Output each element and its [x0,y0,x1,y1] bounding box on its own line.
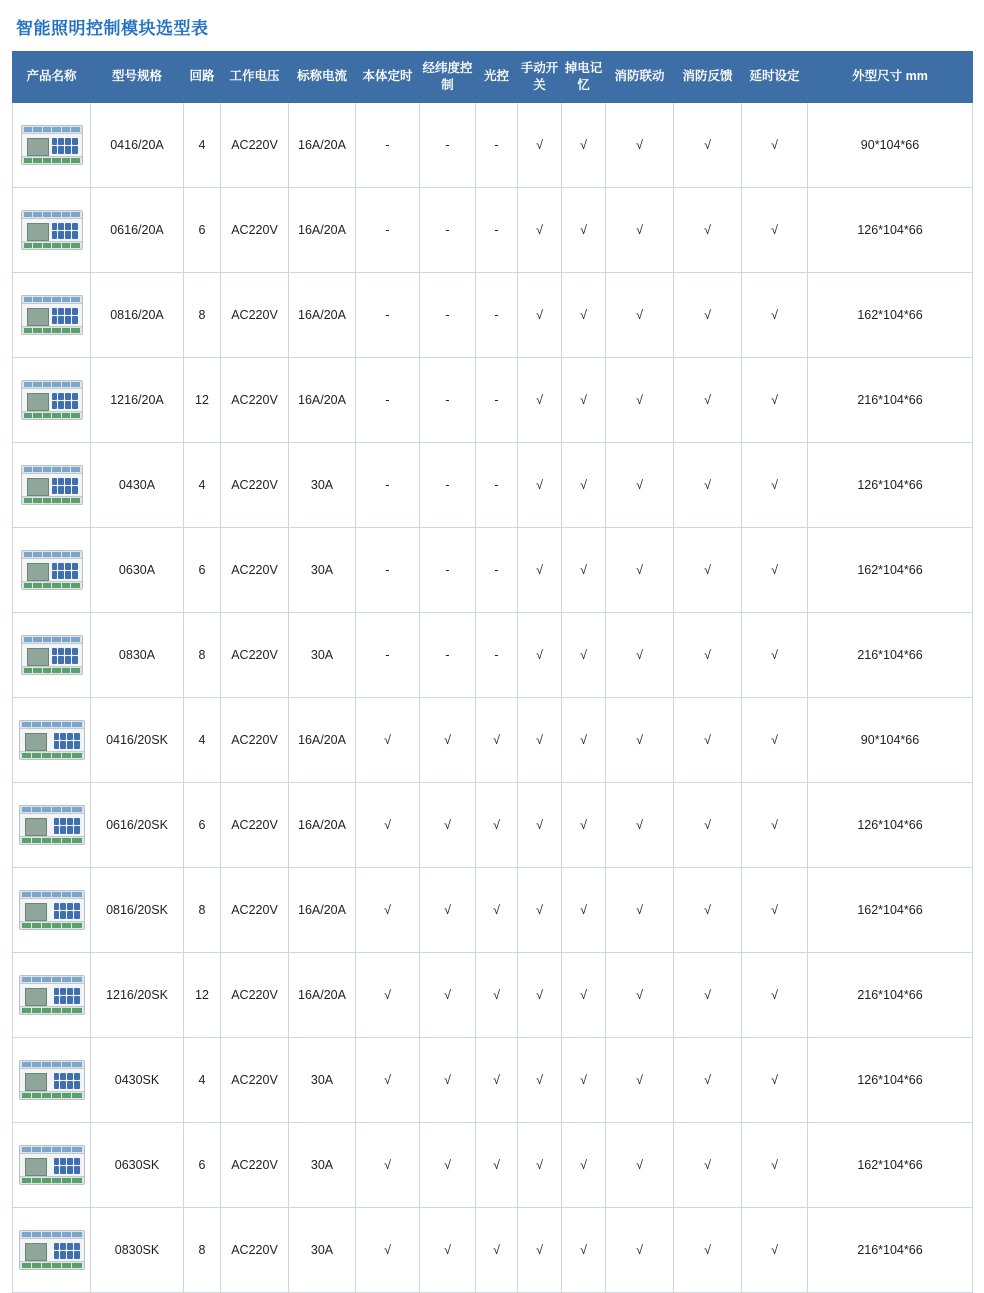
cell-loops: 6 [184,187,221,272]
cell-geo-control: √ [420,1207,476,1292]
cell-delay-setting: √ [742,357,808,442]
column-header-fire-feedback: 消防反馈 [674,52,742,103]
cell-voltage: AC220V [221,442,289,527]
cell-geo-control: √ [420,782,476,867]
lighting-module-photo [19,975,85,1015]
cell-product-image [13,1207,91,1292]
cell-fire-linkage: √ [606,782,674,867]
cell-delay-setting: √ [742,1122,808,1207]
cell-product-image [13,527,91,612]
cell-current: 16A/20A [289,782,356,867]
table-row [13,782,973,867]
cell-fire-linkage: √ [606,1122,674,1207]
cell-voltage: AC220V [221,697,289,782]
cell-delay-setting: √ [742,1207,808,1292]
cell-current: 16A/20A [289,867,356,952]
cell-loops: 4 [184,697,221,782]
lighting-module-photo [19,720,85,760]
cell-geo-control: - [420,527,476,612]
cell-geo-control: √ [420,1122,476,1207]
cell-model: 1216/20A [91,357,184,442]
cell-fire-feedback: √ [674,612,742,697]
lighting-module-photo [19,1145,85,1185]
cell-voltage: AC220V [221,612,289,697]
table-row [13,527,973,612]
cell-light-control: √ [476,1207,518,1292]
cell-dimensions: 216*104*66 [808,952,973,1037]
cell-dimensions: 126*104*66 [808,187,973,272]
cell-power-off-memory: √ [562,442,606,527]
cell-fire-feedback: √ [674,272,742,357]
cell-manual-switch: √ [518,357,562,442]
column-header-geo-control: 经纬度控制 [420,52,476,103]
cell-manual-switch: √ [518,187,562,272]
cell-fire-linkage: √ [606,697,674,782]
cell-light-control: - [476,102,518,187]
table-row [13,187,973,272]
cell-dimensions: 162*104*66 [808,867,973,952]
cell-current: 30A [289,442,356,527]
cell-power-off-memory: √ [562,697,606,782]
cell-light-control: - [476,612,518,697]
cell-builtin-timer: - [356,187,420,272]
cell-current: 16A/20A [289,187,356,272]
cell-delay-setting: √ [742,867,808,952]
cell-current: 30A [289,1207,356,1292]
lighting-module-photo [21,380,83,420]
table-body [13,102,973,1292]
cell-power-off-memory: √ [562,527,606,612]
cell-fire-linkage: √ [606,357,674,442]
cell-manual-switch: √ [518,867,562,952]
cell-current: 16A/20A [289,272,356,357]
cell-product-image [13,272,91,357]
cell-fire-linkage: √ [606,187,674,272]
lighting-module-photo [19,1060,85,1100]
cell-loops: 4 [184,442,221,527]
cell-geo-control: - [420,102,476,187]
cell-builtin-timer: √ [356,1207,420,1292]
cell-current: 30A [289,612,356,697]
cell-dimensions: 90*104*66 [808,102,973,187]
cell-dimensions: 126*104*66 [808,442,973,527]
cell-power-off-memory: √ [562,187,606,272]
cell-dimensions: 90*104*66 [808,697,973,782]
cell-light-control: - [476,527,518,612]
cell-fire-linkage: √ [606,272,674,357]
table-row [13,697,973,782]
lighting-module-photo [21,295,83,335]
cell-fire-linkage: √ [606,442,674,527]
cell-model: 0816/20SK [91,867,184,952]
cell-builtin-timer: - [356,357,420,442]
cell-fire-feedback: √ [674,442,742,527]
cell-power-off-memory: √ [562,952,606,1037]
cell-model: 0430SK [91,1037,184,1122]
column-header-product-name: 产品名称 [13,52,91,103]
table-row [13,612,973,697]
cell-power-off-memory: √ [562,782,606,867]
cell-loops: 8 [184,867,221,952]
table-row [13,272,973,357]
cell-model: 0816/20A [91,272,184,357]
cell-manual-switch: √ [518,612,562,697]
lighting-module-photo [21,550,83,590]
cell-manual-switch: √ [518,527,562,612]
column-header-voltage: 工作电压 [221,52,289,103]
cell-current: 30A [289,527,356,612]
cell-builtin-timer: - [356,272,420,357]
cell-model: 0616/20A [91,187,184,272]
cell-light-control: - [476,442,518,527]
column-header-loops: 回路 [184,52,221,103]
cell-fire-linkage: √ [606,867,674,952]
cell-builtin-timer: √ [356,782,420,867]
cell-product-image [13,1122,91,1207]
cell-model: 0616/20SK [91,782,184,867]
cell-dimensions: 126*104*66 [808,1037,973,1122]
cell-delay-setting: √ [742,442,808,527]
cell-light-control: √ [476,867,518,952]
cell-builtin-timer: - [356,612,420,697]
cell-light-control: √ [476,697,518,782]
cell-loops: 8 [184,1207,221,1292]
cell-light-control: √ [476,1122,518,1207]
table-row [13,1037,973,1122]
cell-manual-switch: √ [518,442,562,527]
cell-voltage: AC220V [221,1207,289,1292]
cell-manual-switch: √ [518,102,562,187]
cell-geo-control: √ [420,952,476,1037]
table-row [13,952,973,1037]
cell-dimensions: 162*104*66 [808,1122,973,1207]
cell-geo-control: √ [420,867,476,952]
cell-product-image [13,187,91,272]
cell-product-image [13,442,91,527]
cell-voltage: AC220V [221,952,289,1037]
table-row [13,1207,973,1292]
cell-fire-feedback: √ [674,1207,742,1292]
cell-light-control: √ [476,952,518,1037]
cell-delay-setting: √ [742,272,808,357]
page-title: 智能照明控制模块选型表 [16,19,209,38]
cell-voltage: AC220V [221,357,289,442]
cell-dimensions: 216*104*66 [808,612,973,697]
cell-loops: 4 [184,102,221,187]
cell-light-control: - [476,357,518,442]
cell-delay-setting: √ [742,527,808,612]
cell-power-off-memory: √ [562,102,606,187]
cell-builtin-timer: - [356,102,420,187]
cell-fire-linkage: √ [606,952,674,1037]
cell-fire-feedback: √ [674,102,742,187]
cell-loops: 6 [184,527,221,612]
cell-light-control: √ [476,1037,518,1122]
cell-fire-feedback: √ [674,357,742,442]
cell-loops: 8 [184,272,221,357]
cell-delay-setting: √ [742,782,808,867]
table-row [13,442,973,527]
cell-manual-switch: √ [518,272,562,357]
cell-power-off-memory: √ [562,867,606,952]
column-header-builtin-timer: 本体定时 [356,52,420,103]
cell-dimensions: 162*104*66 [808,527,973,612]
cell-voltage: AC220V [221,527,289,612]
lighting-module-photo [19,805,85,845]
cell-manual-switch: √ [518,1207,562,1292]
cell-voltage: AC220V [221,102,289,187]
cell-product-image [13,1037,91,1122]
cell-delay-setting: √ [742,697,808,782]
cell-power-off-memory: √ [562,1122,606,1207]
cell-delay-setting: √ [742,612,808,697]
cell-model: 0830SK [91,1207,184,1292]
cell-builtin-timer: √ [356,1037,420,1122]
lighting-module-photo [21,210,83,250]
cell-loops: 6 [184,1122,221,1207]
cell-model: 1216/20SK [91,952,184,1037]
cell-delay-setting: √ [742,952,808,1037]
cell-power-off-memory: √ [562,272,606,357]
cell-geo-control: - [420,187,476,272]
cell-loops: 12 [184,357,221,442]
cell-loops: 12 [184,952,221,1037]
cell-dimensions: 216*104*66 [808,1207,973,1292]
cell-voltage: AC220V [221,782,289,867]
cell-model: 0416/20A [91,102,184,187]
column-header-power-off-memory: 掉电记忆 [562,52,606,103]
cell-voltage: AC220V [221,1122,289,1207]
lighting-module-photo [19,890,85,930]
cell-fire-feedback: √ [674,697,742,782]
cell-builtin-timer: √ [356,952,420,1037]
table-row [13,357,973,442]
table-row [13,867,973,952]
cell-geo-control: - [420,612,476,697]
cell-fire-feedback: √ [674,187,742,272]
cell-power-off-memory: √ [562,357,606,442]
lighting-module-photo [21,465,83,505]
column-header-manual-switch: 手动开关 [518,52,562,103]
cell-geo-control: - [420,272,476,357]
table-header-row [13,52,973,103]
cell-geo-control: √ [420,1037,476,1122]
column-header-current: 标称电流 [289,52,356,103]
cell-geo-control: √ [420,697,476,782]
cell-current: 16A/20A [289,697,356,782]
cell-light-control: - [476,272,518,357]
cell-builtin-timer: - [356,442,420,527]
cell-geo-control: - [420,357,476,442]
table-header [13,52,973,103]
cell-current: 16A/20A [289,102,356,187]
cell-model: 0630SK [91,1122,184,1207]
cell-builtin-timer: √ [356,697,420,782]
lighting-module-photo [21,635,83,675]
cell-product-image [13,782,91,867]
cell-current: 30A [289,1037,356,1122]
cell-product-image [13,357,91,442]
cell-builtin-timer: √ [356,1122,420,1207]
cell-voltage: AC220V [221,1037,289,1122]
cell-fire-feedback: √ [674,867,742,952]
cell-power-off-memory: √ [562,1037,606,1122]
cell-dimensions: 216*104*66 [808,357,973,442]
cell-builtin-timer: - [356,527,420,612]
product-selection-table [12,51,973,1293]
cell-manual-switch: √ [518,952,562,1037]
cell-product-image [13,697,91,782]
cell-product-image [13,612,91,697]
cell-geo-control: - [420,442,476,527]
cell-delay-setting: √ [742,102,808,187]
cell-loops: 8 [184,612,221,697]
cell-manual-switch: √ [518,1037,562,1122]
cell-product-image [13,952,91,1037]
cell-current: 16A/20A [289,357,356,442]
cell-delay-setting: √ [742,187,808,272]
cell-model: 0830A [91,612,184,697]
cell-fire-linkage: √ [606,1207,674,1292]
cell-loops: 4 [184,1037,221,1122]
cell-fire-feedback: √ [674,527,742,612]
cell-current: 16A/20A [289,952,356,1037]
cell-product-image [13,867,91,952]
cell-manual-switch: √ [518,782,562,867]
cell-model: 0430A [91,442,184,527]
column-header-dimensions: 外型尺寸 mm [808,52,973,103]
cell-loops: 6 [184,782,221,867]
lighting-module-photo [21,125,83,165]
cell-fire-linkage: √ [606,102,674,187]
cell-manual-switch: √ [518,697,562,782]
table-row [13,1122,973,1207]
cell-fire-feedback: √ [674,782,742,867]
cell-fire-linkage: √ [606,612,674,697]
cell-light-control: √ [476,782,518,867]
cell-dimensions: 126*104*66 [808,782,973,867]
column-header-fire-linkage: 消防联动 [606,52,674,103]
cell-builtin-timer: √ [356,867,420,952]
column-header-delay-setting: 延时设定 [742,52,808,103]
cell-fire-linkage: √ [606,527,674,612]
cell-power-off-memory: √ [562,612,606,697]
cell-fire-feedback: √ [674,1037,742,1122]
cell-voltage: AC220V [221,867,289,952]
cell-delay-setting: √ [742,1037,808,1122]
cell-current: 30A [289,1122,356,1207]
cell-voltage: AC220V [221,272,289,357]
cell-power-off-memory: √ [562,1207,606,1292]
cell-model: 0416/20SK [91,697,184,782]
cell-product-image [13,102,91,187]
cell-manual-switch: √ [518,1122,562,1207]
cell-light-control: - [476,187,518,272]
cell-fire-feedback: √ [674,952,742,1037]
column-header-light-control: 光控 [476,52,518,103]
lighting-module-photo [19,1230,85,1270]
column-header-model: 型号规格 [91,52,184,103]
cell-fire-linkage: √ [606,1037,674,1122]
cell-voltage: AC220V [221,187,289,272]
cell-model: 0630A [91,527,184,612]
cell-dimensions: 162*104*66 [808,272,973,357]
table-row [13,102,973,187]
cell-fire-feedback: √ [674,1122,742,1207]
